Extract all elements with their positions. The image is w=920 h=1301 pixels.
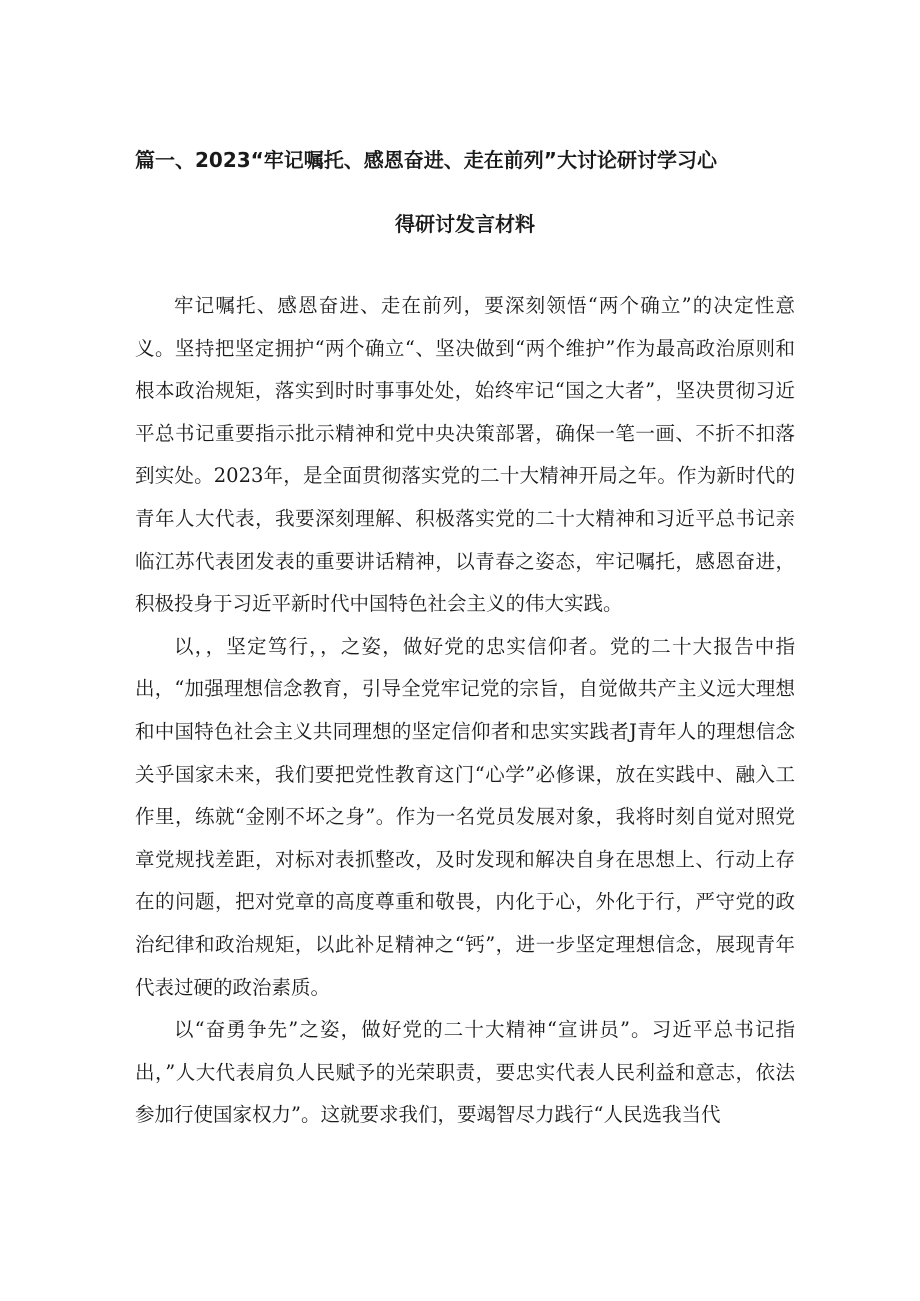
document-title [135,145,795,239]
paragraph-1: 牢记嘱托、感恩奋进、走在前列，要深刻领悟“两个确立”的决定性意义。坚持把坚定拥护“两个确立“、坚决做到“两个维护”作为最高政治原则和根本政治规矩，落实到时时事事处处，始终牢记“国之大者”，坚决贯彻习近平总书记重要指示批示精神和党中央决策部署，确保一笔一画、不折不扣落到实处。2023年，是全面贯彻落实党的二十大精神开局之年。作为新时代的青年人大代表，我要深刻理解、积极落实党的二十大精神和习近平总书记亲临江苏代表团发表的重要讲话精神，以青春之姿态，牢记嘱托，感恩奋进，积极投身于习近平新时代中国特色社会主义的伟大实践。 [135,294,795,616]
title-line-1: 篇一、2023“牢记嘱托、感恩奋进、走在前列”大讨论研讨学习心 [135,148,717,172]
document-body [135,285,795,1137]
paragraph-2: 以，，坚定笃行，，之姿，做好党的忠实信仰者。党的二十大报告中指出，“加强理想信念教育，引导全党牢记党的宗旨，自觉做共产主义远大理想和中国特色社会主义共同理想的坚定信仰者和忠实实践者J青年人的理想信念关乎国家未来，我们要把党性教育这门“心学”必修课，放在实践中、融入工作里，练就“金刚不坏之身”。作为一名党员发展对象，我将时刻自觉对照党章党规找差距，对标对表抓整改，及时发现和解决自身在思想上、行动上存在的问题，把对党章的高度尊重和敬畏，内化于心，外化于行，严守党的政治纪律和政治规矩，以此补足精神之“钙”，进一步坚定理想信念，展现青年代表过硬的政治素质。 [135,634,795,999]
paragraph-3: 以“奋勇争先”之姿，做好党的二十大精神“宣讲员”。习近平总书记指出，”人大代表肩负人民赋予的光荣职责，要忠实代表人民利益和意志，依法参加行使国家权力”。这就要求我们，要竭智尽力践行“人民选我当代 [135,1018,795,1127]
title-line-2: 得研讨发言材料 [395,212,535,236]
